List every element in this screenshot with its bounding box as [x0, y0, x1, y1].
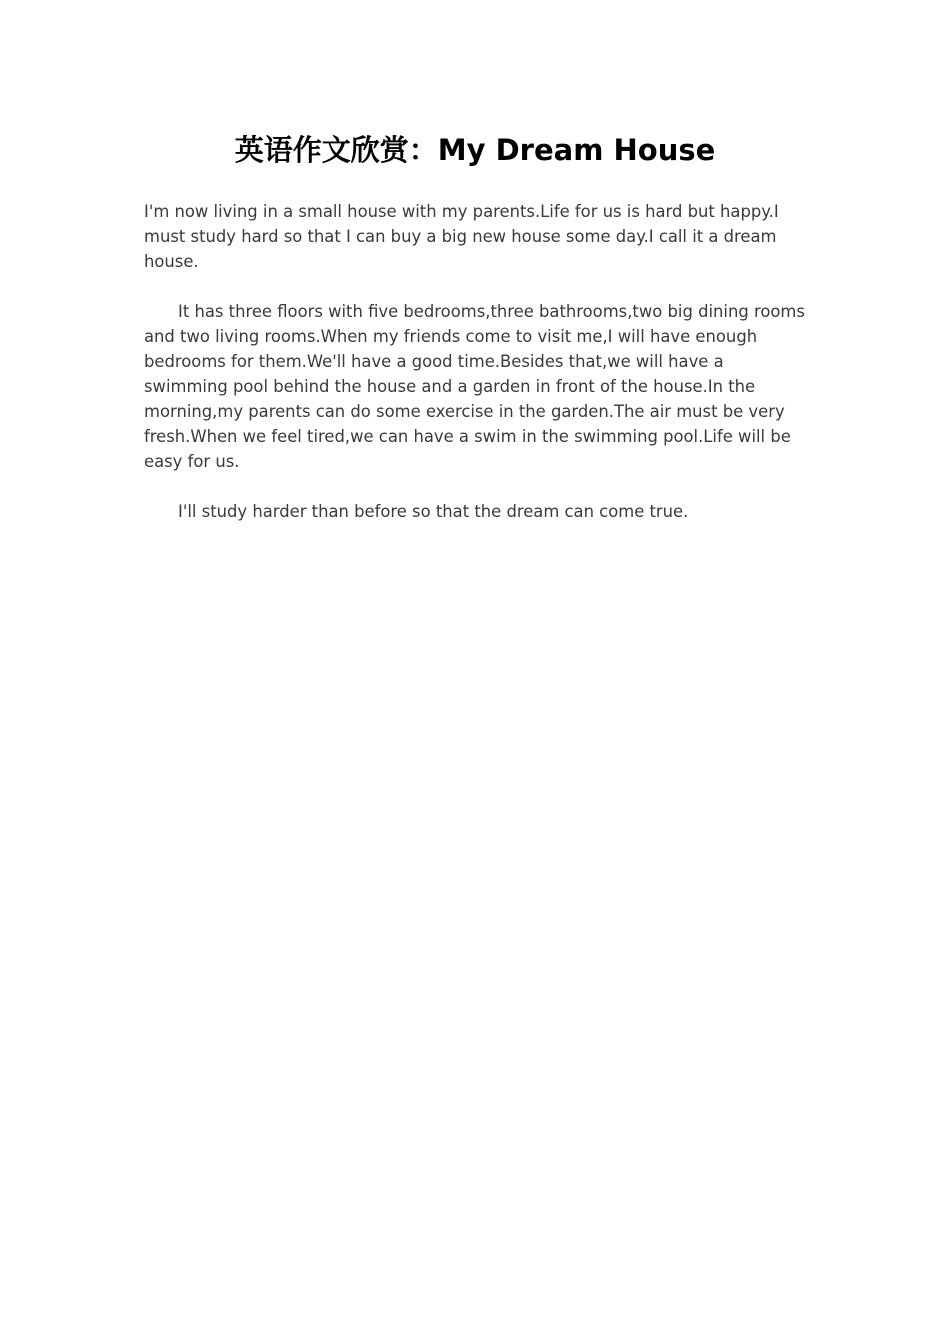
paragraph-intro: I'm now living in a small house with my parents.Life for us is hard but happy.I must study hard so that I can buy a big new house some day.I call it a dream house.	[144, 202, 779, 271]
paragraph-description: It has three floors with five bedrooms,three bathrooms,two big dining rooms and two living rooms.When my friends come to visit me,I will have enough bedrooms for them.We'll have a good time.Besides that,we will have a swimming pool behind the house and a garden in front of the house.In the morning,my parents can do some exercise in the garden.The air must be very fresh.When we feel tired,we can have a swim in the swimming pool.Life will be easy for us.	[144, 302, 805, 471]
document-body	[144, 199, 808, 549]
document-title: 英语作文欣赏：My Dream House	[234, 133, 716, 167]
paragraph-conclusion: I'll study harder than before so that the dream can come true.	[178, 502, 689, 521]
